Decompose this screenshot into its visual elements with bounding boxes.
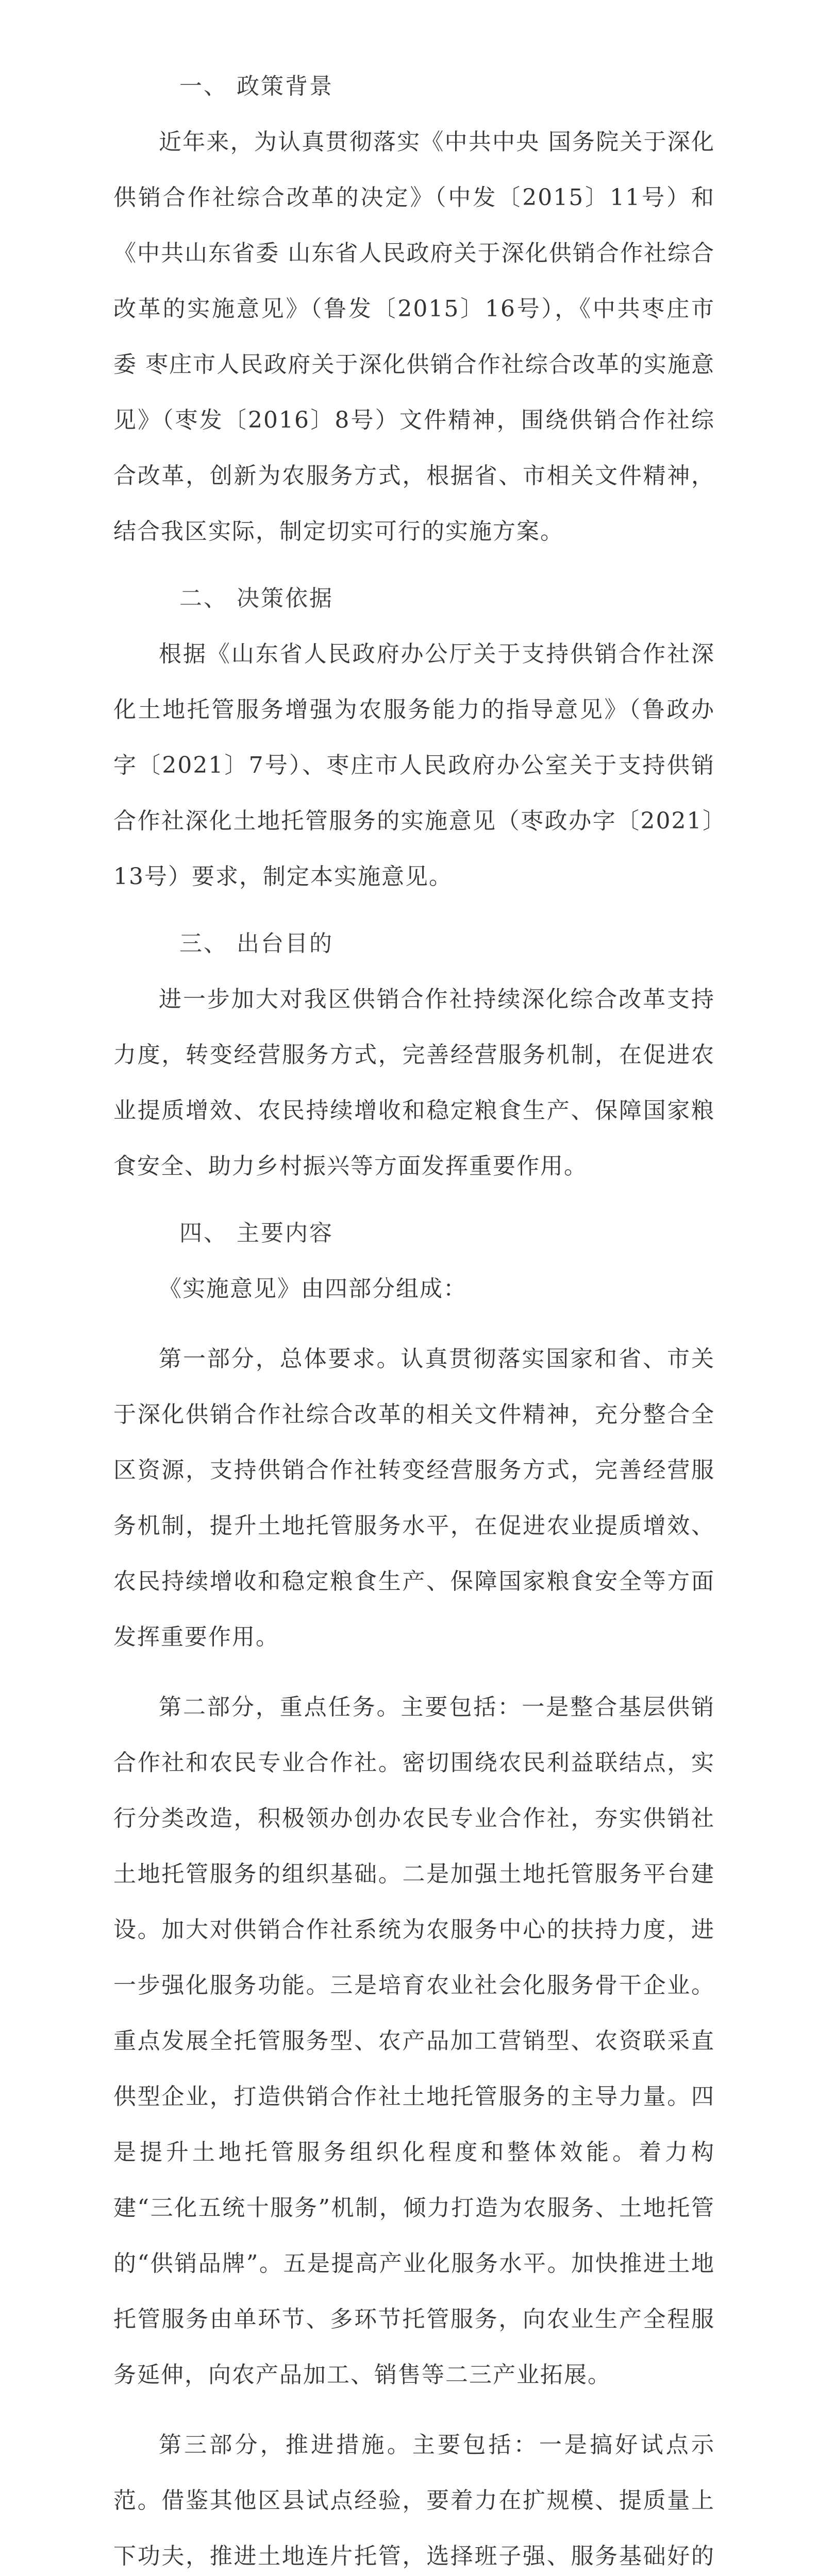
section-heading: 一、 政策背景 (179, 73, 333, 99)
section-heading: 二、 决策依据 (179, 585, 333, 612)
section-paragraph: 近年来，为认真贯彻落实《中共中央 国务院关于深化供销合作社综合改革的决定》（中发〔2015〕11号）和《中共山东省委 山东省人民政府关于深化供销合作社综合改革的实施意见》（鲁发〔2015〕16号），《中共枣庄市委 枣庄市人民政府关于深化供销合作社综合改革的实施意见》（枣发〔2016〕8号）文件精神，围绕供销合作社综合改革，创新为农服务方式，根据省、市相关文件精神，结合我区实际，制定切实可行的实施方案。 (113, 129, 715, 545)
section-paragraph: 第一部分，总体要求。认真贯彻落实国家和省、市关于深化供销合作社综合改革的相关文件精神，充分整合全区资源，支持供销合作社转变经营服务方式，完善经营服务机制，提升土地托管服务水平，在促进农业提质增效、农民持续增收和稳定粮食生产、保障国家粮食安全等方面发挥重要作用。 (113, 1346, 715, 1650)
section-main-content (113, 1209, 715, 2576)
section-policy-background (113, 62, 715, 560)
section-paragraph: 根据《山东省人民政府办公厅关于支持供销合作社深化土地托管服务增强为农服务能力的指导意见》（鲁政办字〔2021〕7号）、枣庄市人民政府办公室关于支持供销合作社深化土地托管服务的实施意见（枣政办字〔2021〕13号）要求，制定本实施意见。 (113, 641, 715, 890)
section-paragraph: 第三部分，推进措施。主要包括：一是搞好试点示范。借鉴其他区县试点经验，要着力在扩规模、提质量上下功夫，推进土地连片托管，选择班子强、服务基础好的 (113, 2432, 715, 2569)
section-purpose (113, 919, 715, 1194)
section-paragraph: 《实施意见》由四部分组成： (159, 1276, 467, 1302)
section-paragraph: 第二部分，重点任务。主要包括：一是整合基层供销合作社和农民专业合作社。密切围绕农民利益联结点，实行分类改造，积极领办创办农民专业合作社，夯实供销社土地托管服务的组织基础。二是加强土地托管服务平台建设。加大对供销合作社系统为农服务中心的扶持力度，进一步强化服务功能。三是培育农业社会化服务骨干企业。重点发展全托管服务型、农产品加工营销型、农资联采直供型企业，打造供销合作社土地托管服务的主导力量。四是提升土地托管服务组织化程度和整体效能。着力构建“三化五统十服务”机制，倾力打造为农服务、土地托管的“供销品牌”。五是提高产业化服务水平。加快推进土地托管服务由单环节、多环节托管服务，向农业生产全程服务延伸，向农产品加工、销售等二三产业拓展。 (113, 1694, 715, 2388)
section-heading: 四、 主要内容 (179, 1220, 333, 1246)
section-decision-basis (113, 574, 715, 905)
section-heading: 三、 出台目的 (179, 930, 333, 957)
section-paragraph: 进一步加大对我区供销合作社持续深化综合改革支持力度，转变经营服务方式，完善经营服务机制，在促进农业提质增效、农民持续增收和稳定粮食生产、保障国家粮食安全、助力乡村振兴等方面发挥重要作用。 (113, 986, 715, 1179)
